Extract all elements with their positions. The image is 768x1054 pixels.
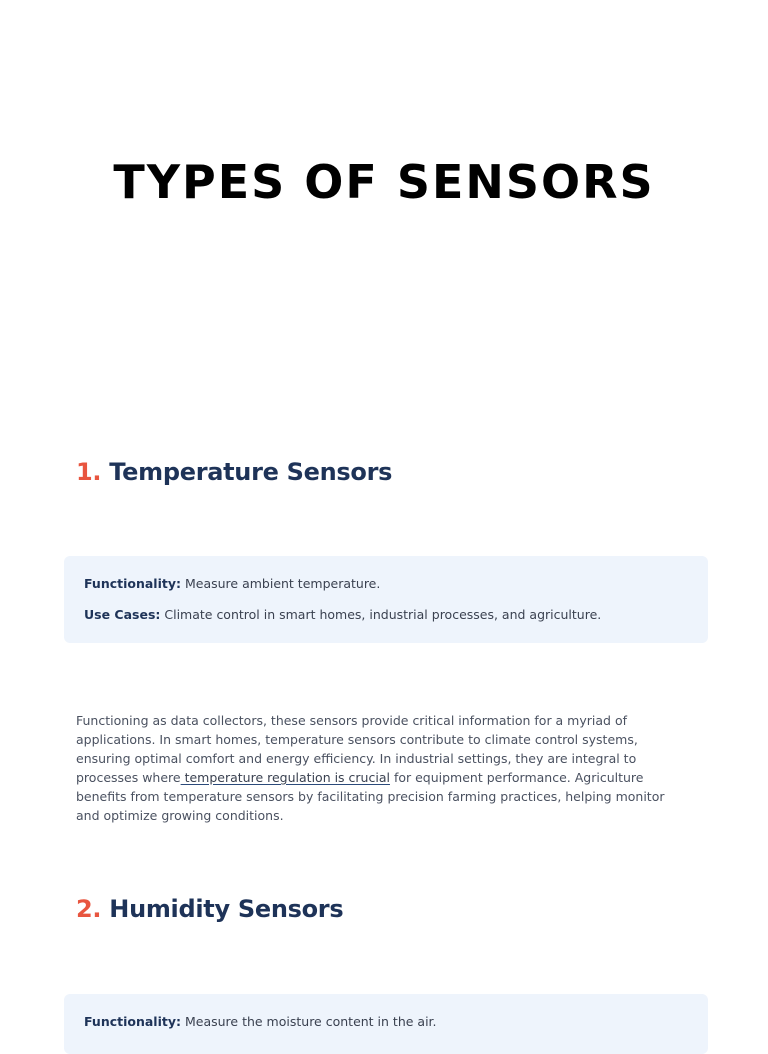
use-cases-line	[84, 606, 601, 624]
paragraph-text: for equipment performance. Agriculture	[389, 770, 644, 785]
section-heading-temperature	[76, 456, 392, 488]
paragraph-line: applications. In smart homes, temperature sensors contribute to climate control systems,	[76, 732, 638, 747]
section-title: Temperature Sensors	[109, 458, 393, 486]
section-heading-humidity	[76, 893, 343, 925]
section-number: 1.	[76, 458, 102, 486]
functionality-label: Functionality:	[84, 1014, 181, 1029]
body-paragraph	[76, 711, 696, 825]
functionality-text: Measure the moisture content in the air.	[181, 1014, 437, 1029]
paragraph-line: ensuring optimal comfort and energy efficiency. In industrial settings, they are integral to	[76, 751, 637, 766]
use-cases-text: Climate control in smart homes, industrial processes, and agriculture.	[160, 607, 602, 622]
info-card-temperature	[64, 556, 708, 643]
functionality-line	[84, 575, 380, 593]
functionality-line	[84, 1013, 437, 1031]
functionality-label: Functionality:	[84, 576, 181, 591]
use-cases-label: Use Cases:	[84, 607, 161, 622]
paragraph-line: and optimize growing conditions.	[76, 808, 284, 823]
paragraph-line: Functioning as data collectors, these sensors provide critical information for a myriad of	[76, 713, 627, 728]
section-number: 2.	[76, 895, 102, 923]
paragraph-line: benefits from temperature sensors by facilitating precision farming practices, helping monitor	[76, 789, 665, 804]
info-card-humidity	[64, 994, 708, 1054]
functionality-text: Measure ambient temperature.	[181, 576, 381, 591]
paragraph-line-with-link	[76, 768, 696, 787]
page-title: TYPES OF SENSORS	[113, 155, 655, 209]
paragraph-text: processes where	[76, 770, 181, 785]
temperature-regulation-link[interactable]: temperature regulation is crucial	[180, 770, 390, 785]
section-title: Humidity Sensors	[109, 895, 344, 923]
